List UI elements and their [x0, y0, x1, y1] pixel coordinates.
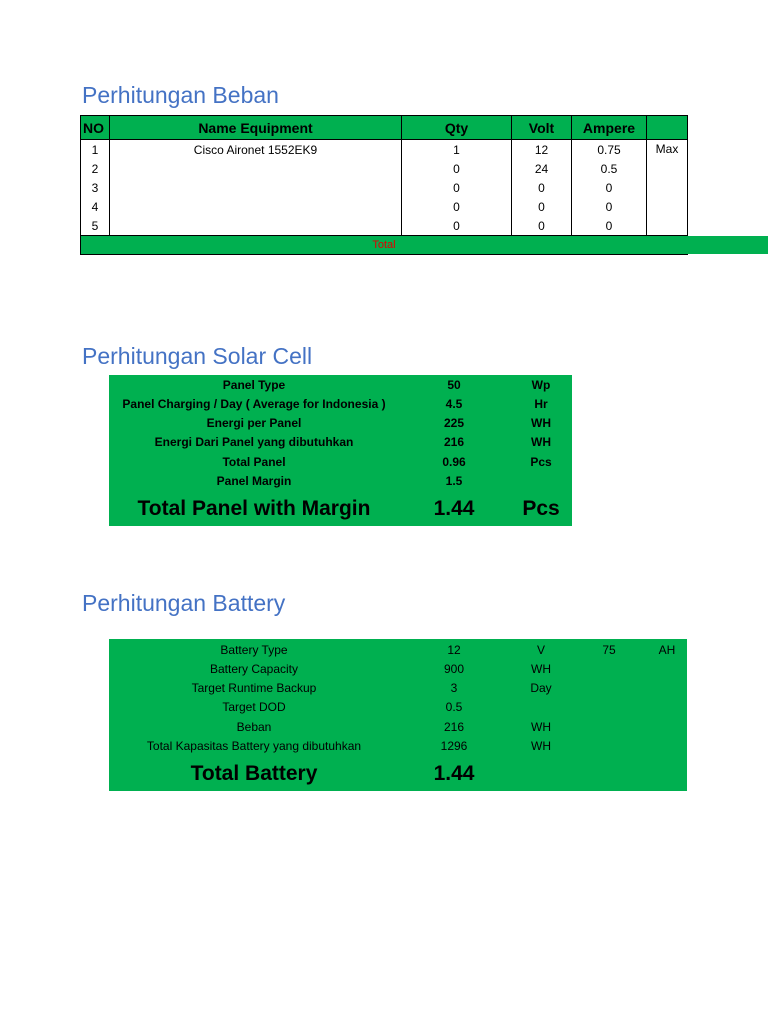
battery-extra-value: 75	[602, 643, 616, 657]
battery-value: 12	[447, 643, 461, 657]
cell-qty: 1	[402, 140, 512, 160]
battery-extra-unit: AH	[658, 643, 676, 657]
cell-volt: 0	[512, 178, 572, 197]
battery-label: Beban	[236, 720, 272, 734]
header-ampere: Ampere	[572, 116, 647, 140]
cell-name: Cisco Aironet 1552EK9	[110, 140, 402, 160]
battery-unit: WH	[531, 739, 551, 753]
solar-summary-value: 1.44	[433, 497, 475, 520]
solar-value: 216	[443, 435, 465, 449]
solar-value: 0.96	[442, 455, 466, 469]
battery-section-title: Perhitungan Battery	[82, 590, 286, 616]
battery-unit: Day	[530, 681, 552, 695]
battery-value: 216	[443, 720, 465, 734]
cell-qty: 0	[402, 197, 512, 216]
table-row	[81, 159, 688, 178]
max-label: Max	[647, 140, 688, 236]
battery-summary-value: 1.44	[433, 762, 475, 785]
header-qty: Qty	[402, 116, 512, 140]
solar-section-title: Perhitungan Solar Cell	[82, 343, 313, 369]
battery-value: 3	[450, 681, 458, 695]
battery-calc-block	[109, 639, 687, 791]
battery-unit: WH	[531, 720, 551, 734]
header-name-equipment: Name Equipment	[110, 116, 402, 140]
header-no: NO	[81, 116, 110, 140]
beban-section-title: Perhitungan Beban	[82, 82, 279, 108]
cell-no: 3	[81, 178, 110, 197]
cell-ampere: 0	[572, 197, 647, 216]
solar-unit: WH	[531, 435, 551, 449]
table-row	[81, 178, 688, 197]
beban-table	[80, 115, 688, 255]
cell-no: 4	[81, 197, 110, 216]
total-row	[81, 236, 688, 255]
solar-label: Energi per Panel	[206, 416, 302, 430]
battery-label: Target Runtime Backup	[191, 681, 317, 695]
cell-volt: 12	[512, 140, 572, 160]
battery-label: Target DOD	[222, 700, 286, 714]
battery-label: Battery Capacity	[209, 662, 299, 676]
solar-value: 50	[447, 378, 461, 392]
cell-ampere: 0	[572, 216, 647, 236]
solar-label: Panel Type	[222, 378, 286, 392]
cell-name	[110, 159, 402, 178]
green-fill-strip	[687, 236, 768, 254]
solar-unit: Wp	[531, 378, 551, 392]
battery-summary-label: Total Battery	[190, 762, 318, 785]
cell-no: 5	[81, 216, 110, 236]
cell-no: 2	[81, 159, 110, 178]
cell-name	[110, 197, 402, 216]
cell-volt: 24	[512, 159, 572, 178]
table-row	[81, 197, 688, 216]
table-row	[81, 140, 688, 160]
battery-unit: V	[536, 643, 545, 657]
solar-value: 225	[443, 416, 465, 430]
solar-value: 4.5	[445, 397, 463, 411]
cell-volt: 0	[512, 197, 572, 216]
battery-value: 0.5	[445, 700, 463, 714]
cell-name	[110, 216, 402, 236]
battery-value: 900	[443, 662, 465, 676]
solar-unit: Pcs	[530, 455, 552, 469]
solar-unit: WH	[531, 416, 551, 430]
solar-label: Energi Dari Panel yang dibutuhkan	[154, 435, 354, 449]
solar-unit: Hr	[534, 397, 548, 411]
solar-value: 1.5	[445, 474, 463, 488]
solar-summary-unit: Pcs	[522, 497, 560, 520]
cell-ampere: 0.5	[572, 159, 647, 178]
table-row	[81, 216, 688, 236]
solar-label: Panel Charging / Day ( Average for Indonesia )	[122, 397, 386, 411]
cell-volt: 0	[512, 216, 572, 236]
total-label: Total	[81, 236, 688, 255]
battery-label: Total Kapasitas Battery yang dibutuhkan	[146, 739, 362, 753]
battery-unit: WH	[531, 662, 551, 676]
solar-label: Total Panel	[222, 455, 286, 469]
header-volt: Volt	[512, 116, 572, 140]
solar-summary-label: Total Panel with Margin	[137, 497, 371, 520]
solar-label: Panel Margin	[216, 474, 292, 488]
cell-qty: 0	[402, 159, 512, 178]
solar-calc-block	[109, 375, 572, 526]
battery-value: 1296	[440, 739, 468, 753]
cell-qty: 0	[402, 216, 512, 236]
cell-no: 1	[81, 140, 110, 160]
battery-label: Battery Type	[220, 643, 288, 657]
cell-qty: 0	[402, 178, 512, 197]
beban-header-row	[81, 116, 688, 140]
cell-ampere: 0.75	[572, 140, 647, 160]
cell-name	[110, 178, 402, 197]
header-blank	[647, 116, 688, 140]
cell-ampere: 0	[572, 178, 647, 197]
